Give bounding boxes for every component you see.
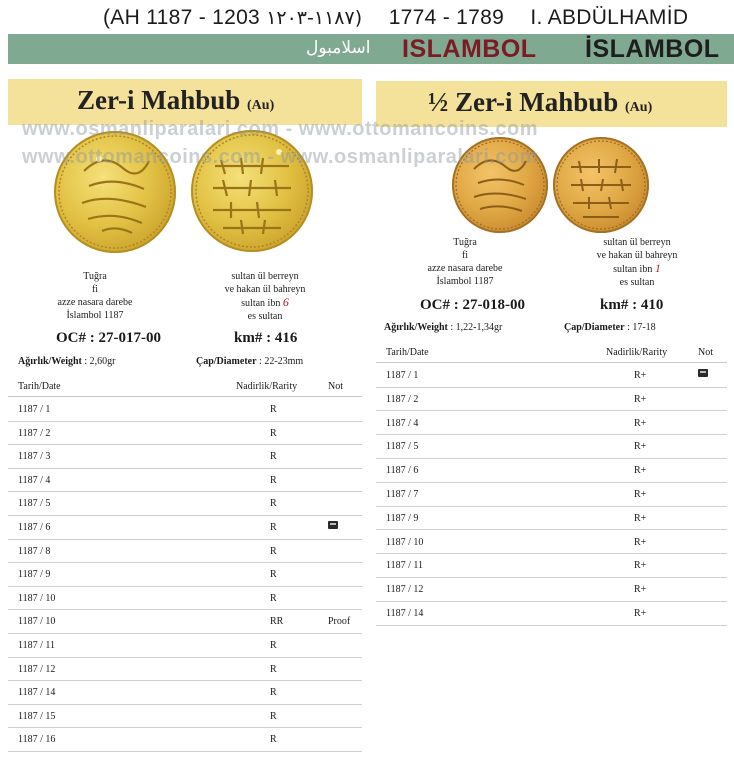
- cell-date: 1187 / 9: [386, 512, 419, 524]
- cell-rarity: R: [270, 710, 277, 722]
- cell-date: 1187 / 4: [386, 417, 419, 429]
- note-photo-icon: [698, 370, 708, 381]
- legend-line: sultan ül berreyn: [231, 271, 299, 282]
- cell-date: 1187 / 9: [18, 569, 51, 581]
- cell-date: 1187 / 2: [18, 427, 51, 439]
- cell-rarity: R+: [634, 370, 647, 381]
- legend-line: sultan ül berreyn: [603, 237, 671, 248]
- table-row: [8, 515, 362, 540]
- left-reverse-legend: [200, 270, 330, 323]
- legend-line: ve hakan ül bahreyn: [224, 284, 306, 295]
- table-row: [8, 539, 362, 564]
- table-row: [8, 680, 362, 705]
- right-title-metal: (Au): [625, 100, 653, 115]
- cell-date: 1187 / 7: [386, 489, 419, 500]
- right-obverse-legend: [410, 236, 520, 288]
- legend-ibn-number: 1: [654, 261, 661, 275]
- col-note-header: Not: [698, 347, 713, 358]
- right-reverse-legend: [572, 236, 702, 289]
- weight-label: Ağırlık/Weight: [18, 356, 82, 367]
- diameter-label: Çap/Diameter: [564, 322, 625, 333]
- legend-line: İslambol 1187: [66, 310, 124, 321]
- cell-date: 1187 / 10: [386, 536, 424, 548]
- table-row: [8, 562, 362, 587]
- header-ruler: I. ABDÜLHAMİD: [530, 6, 689, 29]
- legend-line: [200, 296, 330, 310]
- right-info-box: [376, 292, 727, 338]
- inscription-engraving-icon: [553, 137, 649, 233]
- mint-band: [8, 34, 734, 64]
- cell-rarity: R: [270, 427, 277, 439]
- left-km-number: [234, 330, 297, 347]
- legend-line: es sultan: [247, 311, 283, 322]
- table-row: [8, 468, 362, 493]
- cell-date: 1187 / 10: [18, 616, 56, 628]
- camera-icon: [698, 369, 708, 377]
- cell-date: 1187 / 1: [386, 370, 419, 381]
- km-value: : 410: [632, 297, 664, 313]
- diameter-value: : 17-18: [627, 322, 656, 333]
- table-row: [376, 530, 727, 555]
- cell-date: 1187 / 4: [18, 474, 51, 486]
- table-header: [376, 340, 727, 363]
- km-label: km#: [234, 330, 263, 346]
- table-row: [376, 363, 727, 388]
- km-label: km#: [600, 297, 629, 313]
- table-row: [376, 387, 727, 412]
- left-title-text: Zer-i Mahbub: [77, 85, 241, 115]
- legend-line: Tuğra: [453, 237, 477, 248]
- table-row: [8, 397, 362, 422]
- header-dates-arabic: ١١٨٧-١٢٠٣): [266, 7, 363, 29]
- table-row: [376, 482, 727, 507]
- page-header: [0, 6, 734, 34]
- oc-label: OC#: [56, 330, 86, 346]
- table-row: [376, 601, 727, 626]
- left-title-metal: (Au): [247, 98, 275, 113]
- cell-rarity: RR: [270, 616, 284, 628]
- legend-ibn-text: sultan ibn: [613, 264, 653, 275]
- right-km-number: [600, 297, 663, 314]
- cell-rarity: R+: [634, 560, 647, 572]
- table-row: [376, 506, 727, 531]
- cell-date: 1187 / 10: [18, 592, 56, 604]
- cell-rarity: R: [270, 640, 277, 651]
- header-dates: [103, 6, 688, 30]
- col-date-header: Tarih/Date: [386, 347, 429, 358]
- table-row: [376, 577, 727, 602]
- table-row: [376, 553, 727, 578]
- cell-rarity: R+: [634, 417, 647, 429]
- table-row: [8, 444, 362, 469]
- cell-date: 1187 / 14: [18, 687, 56, 699]
- legend-line: Tuğra: [83, 271, 107, 282]
- cell-date: 1187 / 11: [18, 640, 56, 651]
- cell-date: 1187 / 6: [18, 522, 51, 533]
- cell-rarity: R: [270, 451, 277, 463]
- col-rarity-header: Nadirlik/Rarity: [606, 347, 668, 358]
- table-row: [8, 657, 362, 682]
- oc-label: OC#: [420, 297, 450, 313]
- legend-line: es sultan: [619, 277, 655, 288]
- right-title-text: ½ Zer-i Mahbub: [428, 87, 619, 117]
- cell-rarity: R: [270, 474, 277, 486]
- cell-rarity: R: [270, 545, 277, 557]
- cell-rarity: R: [270, 687, 277, 699]
- cell-date: 1187 / 1: [18, 404, 51, 415]
- cell-date: 1187 / 11: [386, 560, 424, 572]
- table-row: [376, 434, 727, 459]
- table-header: [8, 374, 362, 397]
- mint-name-dark: İSLAMBOL: [585, 35, 720, 63]
- legend-ibn-number: 6: [282, 295, 289, 309]
- right-title: [428, 87, 652, 118]
- cell-rarity: R+: [634, 608, 647, 619]
- col-rarity-header: Nadirlik/Rarity: [236, 381, 298, 392]
- cell-rarity: R: [270, 663, 277, 675]
- legend-ibn-text: sultan ibn: [241, 298, 281, 309]
- col-note-header: Not: [328, 381, 343, 392]
- cell-date: 1187 / 14: [386, 608, 424, 619]
- cell-note: Proof: [328, 616, 351, 628]
- weight-value: : 2,60gr: [84, 356, 116, 367]
- cell-rarity: R+: [634, 441, 647, 453]
- legend-line: azze nasara darebe: [57, 297, 133, 308]
- cell-rarity: R+: [634, 512, 647, 524]
- watermark-line-1: www.osmanliparalari.com - www.ottomancoins.com: [22, 118, 539, 140]
- col-date-header: Tarih/Date: [18, 381, 61, 392]
- header-dates-ah: (AH 1187 - 1203: [103, 6, 261, 29]
- cell-date: 1187 / 8: [18, 545, 51, 557]
- mint-arabic: اسلامبول: [306, 38, 371, 58]
- cell-rarity: R+: [634, 536, 647, 548]
- left-oc-number: [56, 330, 161, 347]
- legend-line: fi: [91, 284, 99, 295]
- oc-value: : 27-018-00: [453, 297, 525, 313]
- left-weight: [18, 356, 116, 367]
- table-row: [8, 727, 362, 752]
- left-title: [77, 85, 274, 116]
- legend-line: İslambol 1187: [436, 276, 494, 287]
- watermark-line-2: www.ottomancoins.com - www.osmanliparalari.com: [22, 146, 539, 168]
- cell-date: 1187 / 6: [386, 465, 419, 477]
- table-row: [376, 411, 727, 436]
- table-row: [8, 633, 362, 658]
- left-info-box: [8, 326, 362, 372]
- cell-rarity: R+: [634, 393, 647, 405]
- diameter-value: : 22-23mm: [259, 356, 304, 367]
- legend-line: fi: [461, 250, 469, 261]
- cell-rarity: R: [270, 404, 277, 415]
- legend-line: [572, 262, 702, 276]
- cell-rarity: R: [270, 592, 277, 604]
- cell-rarity: R+: [634, 584, 647, 596]
- cell-date: 1187 / 2: [386, 393, 419, 405]
- table-row: [376, 458, 727, 483]
- cell-date: 1187 / 5: [386, 441, 419, 453]
- cell-rarity: R+: [634, 489, 647, 500]
- table-row: [8, 704, 362, 729]
- mint-name-red: ISLAMBOL: [402, 35, 537, 63]
- legend-line: azze nasara darebe: [427, 263, 503, 274]
- right-diameter: [564, 322, 656, 333]
- table-row: [8, 586, 362, 611]
- cell-rarity: R: [270, 734, 277, 746]
- header-dates-ad: 1774 - 1789: [388, 6, 505, 29]
- km-value: : 416: [266, 330, 298, 346]
- table-row: [8, 609, 362, 634]
- left-diameter: [196, 356, 303, 367]
- table-row: [8, 491, 362, 516]
- cell-date: 1187 / 12: [18, 663, 56, 675]
- cell-date: 1187 / 15: [18, 710, 56, 722]
- right-rarity-table: [376, 340, 727, 630]
- right-oc-number: [420, 297, 525, 314]
- cell-date: 1187 / 5: [18, 498, 51, 510]
- right-weight: [384, 322, 502, 333]
- cell-date: 1187 / 16: [18, 734, 56, 746]
- cell-date: 1187 / 3: [18, 451, 51, 463]
- cell-date: 1187 / 12: [386, 584, 424, 596]
- diameter-label: Çap/Diameter: [196, 356, 257, 367]
- weight-value: : 1,22-1,34gr: [450, 322, 503, 333]
- cell-rarity: R: [270, 569, 277, 581]
- note-photo-icon: [328, 522, 338, 533]
- cell-rarity: R: [270, 498, 277, 510]
- weight-label: Ağırlık/Weight: [384, 322, 448, 333]
- oc-value: : 27-017-00: [89, 330, 161, 346]
- coin-reverse-small: [553, 137, 649, 233]
- table-row: [8, 421, 362, 446]
- cell-rarity: R: [270, 522, 277, 533]
- cell-rarity: R+: [634, 465, 647, 477]
- left-obverse-legend: [40, 270, 150, 322]
- left-rarity-table: [8, 374, 362, 764]
- legend-line: ve hakan ül bahreyn: [596, 250, 678, 261]
- camera-icon: [328, 521, 338, 529]
